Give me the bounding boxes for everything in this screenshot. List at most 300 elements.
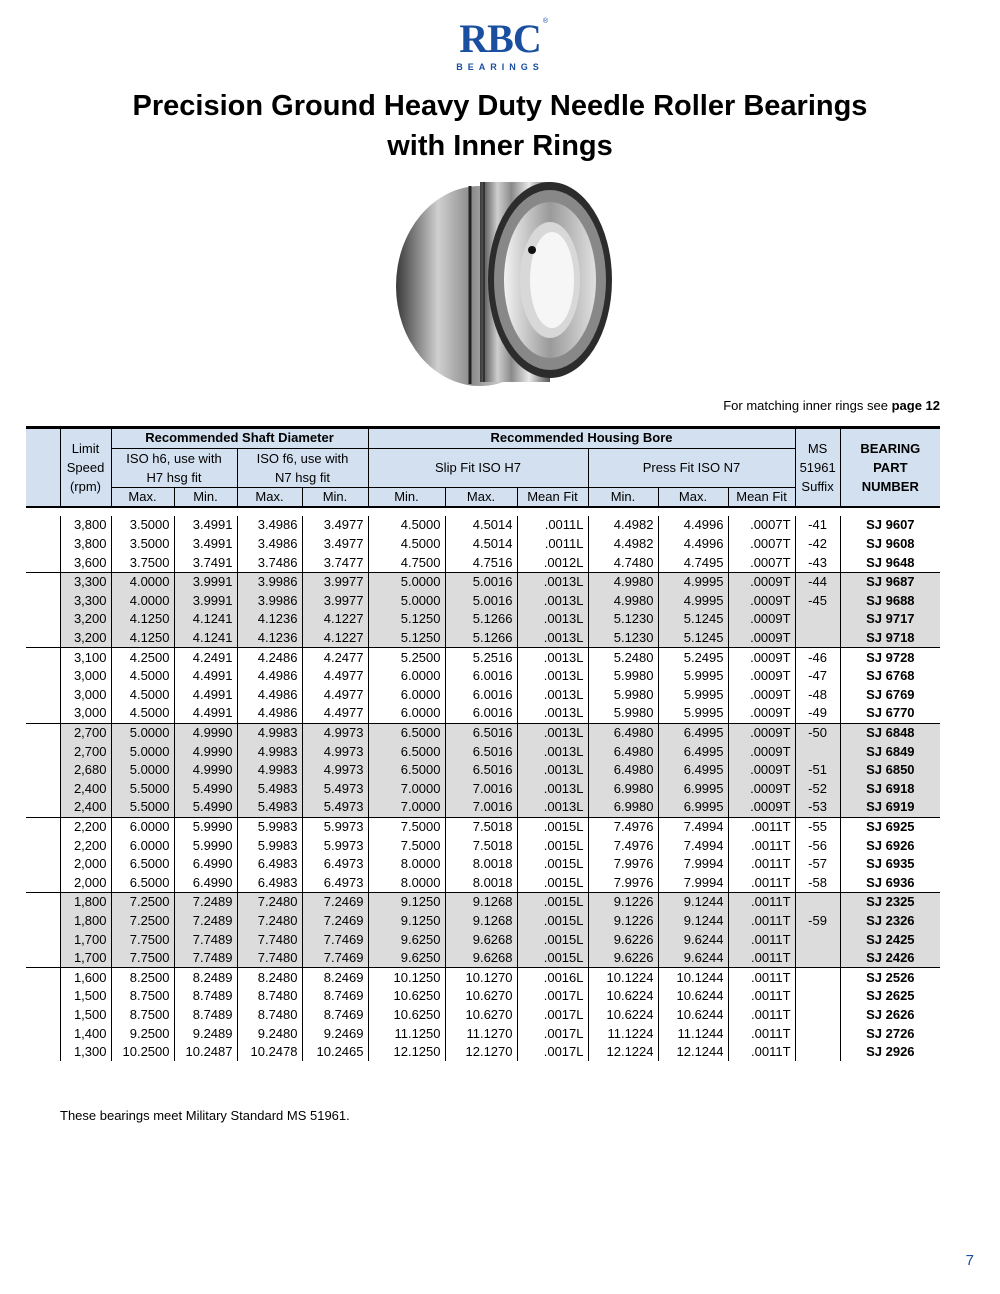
table-row <box>26 968 940 987</box>
cell-shaft-f6-min: 5.4973 <box>302 798 368 817</box>
cell-press-mean-fit: .0011T <box>728 968 795 987</box>
cell-shaft-h6-min: 6.4990 <box>174 855 237 874</box>
row-spacer <box>26 629 60 648</box>
cell-slip-min: 7.0000 <box>368 780 445 799</box>
cell-slip-max: 6.5016 <box>445 761 517 780</box>
table-row <box>26 742 940 761</box>
cell-limit-speed: 1,500 <box>60 987 111 1006</box>
cell-press-min: 4.9980 <box>588 572 658 591</box>
cell-shaft-h6-max: 4.2500 <box>111 648 174 667</box>
cell-press-max: 5.2495 <box>658 648 728 667</box>
note-text: For matching inner rings see <box>723 398 892 413</box>
cell-shaft-h6-min: 5.9990 <box>174 836 237 855</box>
cell-shaft-f6-min: 8.7469 <box>302 987 368 1006</box>
cell-shaft-f6-min: 7.7469 <box>302 930 368 949</box>
cell-shaft-h6-min: 7.7489 <box>174 949 237 968</box>
cell-limit-speed: 3,000 <box>60 667 111 686</box>
cell-slip-min: 7.5000 <box>368 836 445 855</box>
header-slip-min: Min. <box>368 487 445 507</box>
row-spacer <box>26 667 60 686</box>
cell-press-max: 4.7495 <box>658 553 728 572</box>
row-spacer <box>26 930 60 949</box>
table-row <box>26 1024 940 1043</box>
cell-limit-speed: 1,300 <box>60 1043 111 1062</box>
table-body <box>26 516 940 1061</box>
bearing-image <box>392 168 618 390</box>
cell-shaft-h6-min: 4.9990 <box>174 723 237 742</box>
cell-shaft-f6-min: 6.4973 <box>302 855 368 874</box>
header-slip-fit: Slip Fit ISO H7 <box>368 448 588 487</box>
cell-ms-suffix <box>795 1006 840 1025</box>
cell-shaft-h6-max: 7.2500 <box>111 893 174 912</box>
cell-slip-max: 11.1270 <box>445 1024 517 1043</box>
cell-limit-speed: 3,200 <box>60 629 111 648</box>
cell-shaft-h6-min: 3.9991 <box>174 572 237 591</box>
cell-shaft-h6-max: 8.7500 <box>111 1006 174 1025</box>
cell-shaft-f6-max: 8.7480 <box>237 987 302 1006</box>
table-row <box>26 893 940 912</box>
cell-slip-min: 7.0000 <box>368 798 445 817</box>
cell-shaft-h6-max: 6.5000 <box>111 855 174 874</box>
cell-part-number: SJ 6849 <box>840 742 940 761</box>
cell-press-mean-fit: .0009T <box>728 667 795 686</box>
cell-shaft-f6-min: 8.7469 <box>302 1006 368 1025</box>
cell-slip-mean-fit: .0015L <box>517 836 588 855</box>
table-row <box>26 723 940 742</box>
cell-press-min: 5.9980 <box>588 686 658 705</box>
cell-shaft-f6-max: 6.4983 <box>237 873 302 892</box>
cell-slip-max: 6.5016 <box>445 723 517 742</box>
table-row <box>26 949 940 968</box>
row-spacer <box>26 535 60 554</box>
cell-press-mean-fit: .0011T <box>728 855 795 874</box>
cell-slip-mean-fit: .0017L <box>517 1024 588 1043</box>
cell-slip-max: 8.0018 <box>445 873 517 892</box>
cell-ms-suffix: -47 <box>795 667 840 686</box>
cell-ms-suffix: -57 <box>795 855 840 874</box>
header-press-min: Min. <box>588 487 658 507</box>
cell-slip-max: 5.0016 <box>445 572 517 591</box>
cell-slip-max: 7.5018 <box>445 836 517 855</box>
cell-shaft-h6-min: 9.2489 <box>174 1024 237 1043</box>
cell-shaft-f6-min: 4.4977 <box>302 667 368 686</box>
cell-press-min: 5.9980 <box>588 667 658 686</box>
header-h6-min: Min. <box>174 487 237 507</box>
cell-ms-suffix: -50 <box>795 723 840 742</box>
cell-press-max: 10.1244 <box>658 968 728 987</box>
cell-shaft-h6-max: 3.5000 <box>111 516 174 535</box>
cell-press-min: 9.1226 <box>588 893 658 912</box>
cell-shaft-f6-min: 4.9973 <box>302 761 368 780</box>
cell-slip-min: 6.5000 <box>368 742 445 761</box>
cell-slip-min: 6.5000 <box>368 761 445 780</box>
cell-ms-suffix: -42 <box>795 535 840 554</box>
row-spacer <box>26 648 60 667</box>
table-row <box>26 629 940 648</box>
row-spacer <box>26 1043 60 1062</box>
row-spacer <box>26 893 60 912</box>
cell-slip-max: 4.7516 <box>445 553 517 572</box>
cell-shaft-h6-max: 10.2500 <box>111 1043 174 1062</box>
cell-ms-suffix: -58 <box>795 873 840 892</box>
cell-shaft-f6-min: 4.1227 <box>302 629 368 648</box>
cell-part-number: SJ 9718 <box>840 629 940 648</box>
cell-slip-max: 6.5016 <box>445 742 517 761</box>
row-spacer <box>26 742 60 761</box>
cell-press-max: 11.1244 <box>658 1024 728 1043</box>
cell-slip-max: 9.6268 <box>445 949 517 968</box>
cell-limit-speed: 1,600 <box>60 968 111 987</box>
header-limit-speed: Limit Speed (rpm) <box>60 428 111 508</box>
cell-press-mean-fit: .0009T <box>728 629 795 648</box>
logo-subtitle: BEARINGS <box>456 62 544 72</box>
cell-shaft-h6-min: 3.7491 <box>174 553 237 572</box>
table-row <box>26 873 940 892</box>
cell-shaft-f6-min: 9.2469 <box>302 1024 368 1043</box>
cell-press-min: 5.2480 <box>588 648 658 667</box>
rbc-logo <box>450 18 550 70</box>
cell-shaft-f6-max: 6.4983 <box>237 855 302 874</box>
header-press-max: Max. <box>658 487 728 507</box>
header-press-fit: Press Fit ISO N7 <box>588 448 795 487</box>
cell-slip-mean-fit: .0015L <box>517 912 588 931</box>
cell-shaft-h6-min: 10.2487 <box>174 1043 237 1062</box>
cell-limit-speed: 1,400 <box>60 1024 111 1043</box>
cell-slip-max: 10.6270 <box>445 987 517 1006</box>
cell-limit-speed: 2,700 <box>60 723 111 742</box>
cell-slip-mean-fit: .0013L <box>517 648 588 667</box>
cell-slip-min: 11.1250 <box>368 1024 445 1043</box>
cell-shaft-f6-min: 7.2469 <box>302 912 368 931</box>
cell-press-mean-fit: .0009T <box>728 798 795 817</box>
cell-shaft-f6-min: 7.2469 <box>302 893 368 912</box>
cell-shaft-h6-min: 4.4991 <box>174 686 237 705</box>
cell-slip-mean-fit: .0017L <box>517 1043 588 1062</box>
row-spacer <box>26 572 60 591</box>
cell-shaft-f6-min: 3.7477 <box>302 553 368 572</box>
cell-ms-suffix: -55 <box>795 817 840 836</box>
cell-shaft-f6-min: 8.2469 <box>302 968 368 987</box>
cell-limit-speed: 3,600 <box>60 553 111 572</box>
header-ms-suffix: MS 51961 Suffix <box>795 428 840 508</box>
cell-press-max: 12.1244 <box>658 1043 728 1062</box>
row-spacer <box>26 968 60 987</box>
cell-shaft-f6-max: 5.9983 <box>237 836 302 855</box>
cell-shaft-h6-max: 6.0000 <box>111 817 174 836</box>
row-spacer <box>26 780 60 799</box>
cell-press-mean-fit: .0009T <box>728 610 795 629</box>
title-line-1: Precision Ground Heavy Duty Needle Roller Bearings <box>132 90 868 122</box>
cell-limit-speed: 3,800 <box>60 535 111 554</box>
cell-shaft-f6-max: 7.2480 <box>237 912 302 931</box>
cell-press-mean-fit: .0011T <box>728 987 795 1006</box>
table-row <box>26 912 940 931</box>
cell-slip-mean-fit: .0011L <box>517 516 588 535</box>
cell-shaft-h6-min: 8.7489 <box>174 987 237 1006</box>
cell-press-min: 12.1224 <box>588 1043 658 1062</box>
cell-ms-suffix <box>795 949 840 968</box>
cell-press-min: 6.9980 <box>588 780 658 799</box>
cell-slip-max: 5.1266 <box>445 610 517 629</box>
cell-slip-min: 5.1250 <box>368 629 445 648</box>
cell-shaft-h6-max: 9.2500 <box>111 1024 174 1043</box>
table-row <box>26 836 940 855</box>
row-spacer <box>26 1006 60 1025</box>
note-page-link[interactable]: page 12 <box>891 398 940 413</box>
cell-slip-max: 12.1270 <box>445 1043 517 1062</box>
cell-press-max: 5.1245 <box>658 629 728 648</box>
header-h6-max: Max. <box>111 487 174 507</box>
cell-limit-speed: 3,300 <box>60 592 111 611</box>
cell-shaft-h6-max: 4.0000 <box>111 592 174 611</box>
cell-slip-max: 9.1268 <box>445 893 517 912</box>
cell-slip-max: 5.1266 <box>445 629 517 648</box>
table-row <box>26 516 940 535</box>
cell-shaft-f6-max: 7.2480 <box>237 893 302 912</box>
cell-shaft-h6-max: 4.5000 <box>111 704 174 723</box>
cell-press-max: 7.9994 <box>658 855 728 874</box>
cell-slip-min: 6.5000 <box>368 723 445 742</box>
table-row <box>26 855 940 874</box>
cell-press-mean-fit: .0011T <box>728 949 795 968</box>
cell-slip-min: 9.1250 <box>368 893 445 912</box>
cell-press-max: 4.9995 <box>658 592 728 611</box>
cell-press-max: 6.9995 <box>658 780 728 799</box>
cell-press-min: 7.9976 <box>588 855 658 874</box>
cell-part-number: SJ 9728 <box>840 648 940 667</box>
cell-shaft-h6-min: 7.7489 <box>174 930 237 949</box>
inner-rings-note <box>723 398 940 413</box>
cell-shaft-f6-max: 4.1236 <box>237 610 302 629</box>
cell-press-max: 5.1245 <box>658 610 728 629</box>
cell-press-min: 7.4976 <box>588 836 658 855</box>
row-spacer <box>26 855 60 874</box>
cell-press-mean-fit: .0011T <box>728 873 795 892</box>
header-shaft-diameter: Recommended Shaft Diameter <box>111 428 368 449</box>
cell-shaft-h6-min: 3.4991 <box>174 535 237 554</box>
cell-press-min: 9.6226 <box>588 949 658 968</box>
cell-ms-suffix <box>795 893 840 912</box>
cell-part-number: SJ 9717 <box>840 610 940 629</box>
cell-shaft-h6-min: 4.9990 <box>174 742 237 761</box>
header-spacer <box>26 428 60 508</box>
cell-press-mean-fit: .0009T <box>728 592 795 611</box>
cell-shaft-f6-max: 3.7486 <box>237 553 302 572</box>
cell-press-max: 6.4995 <box>658 742 728 761</box>
row-spacer <box>26 761 60 780</box>
header-slip-max: Max. <box>445 487 517 507</box>
cell-slip-mean-fit: .0015L <box>517 855 588 874</box>
cell-slip-mean-fit: .0013L <box>517 667 588 686</box>
table-row <box>26 572 940 591</box>
cell-shaft-h6-min: 3.4991 <box>174 516 237 535</box>
cell-ms-suffix: -44 <box>795 572 840 591</box>
cell-slip-max: 8.0018 <box>445 855 517 874</box>
cell-press-max: 9.6244 <box>658 949 728 968</box>
cell-shaft-h6-max: 5.0000 <box>111 742 174 761</box>
cell-shaft-f6-max: 7.7480 <box>237 930 302 949</box>
cell-part-number: SJ 9648 <box>840 553 940 572</box>
row-spacer <box>26 817 60 836</box>
cell-press-mean-fit: .0011T <box>728 836 795 855</box>
cell-shaft-f6-min: 5.9973 <box>302 817 368 836</box>
cell-shaft-h6-min: 4.2491 <box>174 648 237 667</box>
cell-press-mean-fit: .0011T <box>728 1043 795 1062</box>
logo-mark: RBC <box>459 16 541 61</box>
cell-shaft-f6-max: 3.9986 <box>237 572 302 591</box>
cell-slip-mean-fit: .0013L <box>517 780 588 799</box>
cell-press-min: 6.9980 <box>588 798 658 817</box>
cell-shaft-f6-max: 4.9983 <box>237 761 302 780</box>
table-row <box>26 780 940 799</box>
cell-limit-speed: 2,000 <box>60 873 111 892</box>
cell-shaft-f6-min: 10.2465 <box>302 1043 368 1062</box>
cell-part-number: SJ 2425 <box>840 930 940 949</box>
cell-press-mean-fit: .0009T <box>728 761 795 780</box>
cell-ms-suffix <box>795 1024 840 1043</box>
cell-part-number: SJ 6926 <box>840 836 940 855</box>
cell-slip-mean-fit: .0017L <box>517 987 588 1006</box>
cell-shaft-h6-min: 4.4991 <box>174 704 237 723</box>
cell-ms-suffix <box>795 987 840 1006</box>
cell-press-min: 5.1230 <box>588 629 658 648</box>
cell-shaft-h6-min: 4.4991 <box>174 667 237 686</box>
cell-slip-mean-fit: .0013L <box>517 704 588 723</box>
cell-shaft-f6-max: 5.4983 <box>237 780 302 799</box>
row-spacer <box>26 723 60 742</box>
cell-press-max: 10.6244 <box>658 987 728 1006</box>
cell-slip-mean-fit: .0015L <box>517 930 588 949</box>
cell-limit-speed: 3,100 <box>60 648 111 667</box>
cell-shaft-h6-min: 8.7489 <box>174 1006 237 1025</box>
cell-shaft-h6-min: 7.2489 <box>174 912 237 931</box>
cell-shaft-h6-max: 5.5000 <box>111 780 174 799</box>
cell-slip-min: 10.6250 <box>368 987 445 1006</box>
cell-limit-speed: 1,800 <box>60 893 111 912</box>
table-row <box>26 930 940 949</box>
cell-shaft-f6-min: 4.4977 <box>302 686 368 705</box>
cell-limit-speed: 2,680 <box>60 761 111 780</box>
cell-shaft-f6-min: 4.9973 <box>302 723 368 742</box>
cell-shaft-h6-min: 4.9990 <box>174 761 237 780</box>
cell-slip-min: 6.0000 <box>368 704 445 723</box>
row-spacer <box>26 873 60 892</box>
cell-shaft-h6-max: 4.5000 <box>111 667 174 686</box>
cell-shaft-h6-min: 5.4990 <box>174 780 237 799</box>
cell-press-min: 10.6224 <box>588 1006 658 1025</box>
cell-part-number: SJ 2325 <box>840 893 940 912</box>
cell-limit-speed: 2,700 <box>60 742 111 761</box>
cell-press-max: 6.9995 <box>658 798 728 817</box>
cell-shaft-f6-min: 3.9977 <box>302 572 368 591</box>
cell-press-max: 9.1244 <box>658 893 728 912</box>
header-slip-mean-fit: Mean Fit <box>517 487 588 507</box>
cell-press-min: 6.4980 <box>588 742 658 761</box>
cell-shaft-f6-min: 4.9973 <box>302 742 368 761</box>
cell-shaft-h6-max: 3.7500 <box>111 553 174 572</box>
cell-press-max: 4.4996 <box>658 516 728 535</box>
cell-ms-suffix <box>795 629 840 648</box>
cell-shaft-h6-min: 5.9990 <box>174 817 237 836</box>
cell-slip-max: 9.6268 <box>445 930 517 949</box>
cell-part-number: SJ 2426 <box>840 949 940 968</box>
cell-slip-min: 7.5000 <box>368 817 445 836</box>
cell-slip-mean-fit: .0013L <box>517 629 588 648</box>
cell-press-min: 4.4982 <box>588 516 658 535</box>
cell-ms-suffix: -53 <box>795 798 840 817</box>
cell-press-mean-fit: .0007T <box>728 516 795 535</box>
cell-press-min: 6.4980 <box>588 723 658 742</box>
cell-ms-suffix: -41 <box>795 516 840 535</box>
cell-press-max: 7.9994 <box>658 873 728 892</box>
cell-slip-min: 8.0000 <box>368 855 445 874</box>
cell-slip-max: 7.0016 <box>445 780 517 799</box>
cell-press-mean-fit: .0011T <box>728 1024 795 1043</box>
cell-ms-suffix: -45 <box>795 592 840 611</box>
footnote: These bearings meet Military Standard MS 51961. <box>60 1108 350 1123</box>
cell-slip-min: 5.0000 <box>368 592 445 611</box>
cell-shaft-h6-max: 5.0000 <box>111 761 174 780</box>
row-spacer <box>26 987 60 1006</box>
cell-press-min: 6.4980 <box>588 761 658 780</box>
cell-press-mean-fit: .0011T <box>728 893 795 912</box>
table-row <box>26 535 940 554</box>
row-spacer <box>26 1024 60 1043</box>
cell-slip-mean-fit: .0013L <box>517 610 588 629</box>
cell-limit-speed: 1,500 <box>60 1006 111 1025</box>
cell-shaft-f6-min: 4.2477 <box>302 648 368 667</box>
cell-slip-max: 7.0016 <box>445 798 517 817</box>
cell-slip-mean-fit: .0013L <box>517 572 588 591</box>
cell-part-number: SJ 2626 <box>840 1006 940 1025</box>
page-title <box>0 86 1000 166</box>
cell-shaft-h6-max: 7.7500 <box>111 930 174 949</box>
table-row <box>26 817 940 836</box>
cell-shaft-f6-max: 4.4986 <box>237 667 302 686</box>
row-spacer <box>26 704 60 723</box>
cell-shaft-f6-min: 3.4977 <box>302 516 368 535</box>
cell-slip-min: 10.1250 <box>368 968 445 987</box>
cell-shaft-h6-max: 5.5000 <box>111 798 174 817</box>
cell-slip-mean-fit: .0012L <box>517 553 588 572</box>
cell-press-mean-fit: .0009T <box>728 723 795 742</box>
table-row <box>26 553 940 572</box>
cell-slip-mean-fit: .0013L <box>517 592 588 611</box>
cell-slip-min: 9.6250 <box>368 949 445 968</box>
cell-shaft-h6-min: 3.9991 <box>174 592 237 611</box>
header-iso-h6: ISO h6, use with H7 hsg fit <box>111 448 237 487</box>
cell-press-max: 9.6244 <box>658 930 728 949</box>
cell-press-mean-fit: .0009T <box>728 686 795 705</box>
cell-limit-speed: 2,200 <box>60 817 111 836</box>
cell-shaft-f6-max: 4.9983 <box>237 742 302 761</box>
cell-ms-suffix: -46 <box>795 648 840 667</box>
cell-slip-mean-fit: .0013L <box>517 686 588 705</box>
cell-ms-suffix: -48 <box>795 686 840 705</box>
cell-part-number: SJ 6918 <box>840 780 940 799</box>
cell-part-number: SJ 2625 <box>840 987 940 1006</box>
cell-press-max: 5.9995 <box>658 704 728 723</box>
row-spacer <box>26 912 60 931</box>
cell-part-number: SJ 9607 <box>840 516 940 535</box>
bearing-spec-table <box>26 426 940 1061</box>
cell-shaft-f6-min: 4.4977 <box>302 704 368 723</box>
cell-shaft-f6-max: 7.7480 <box>237 949 302 968</box>
cell-press-mean-fit: .0011T <box>728 1006 795 1025</box>
cell-press-mean-fit: .0011T <box>728 817 795 836</box>
cell-slip-max: 10.6270 <box>445 1006 517 1025</box>
header-iso-f6: ISO f6, use with N7 hsg fit <box>237 448 368 487</box>
